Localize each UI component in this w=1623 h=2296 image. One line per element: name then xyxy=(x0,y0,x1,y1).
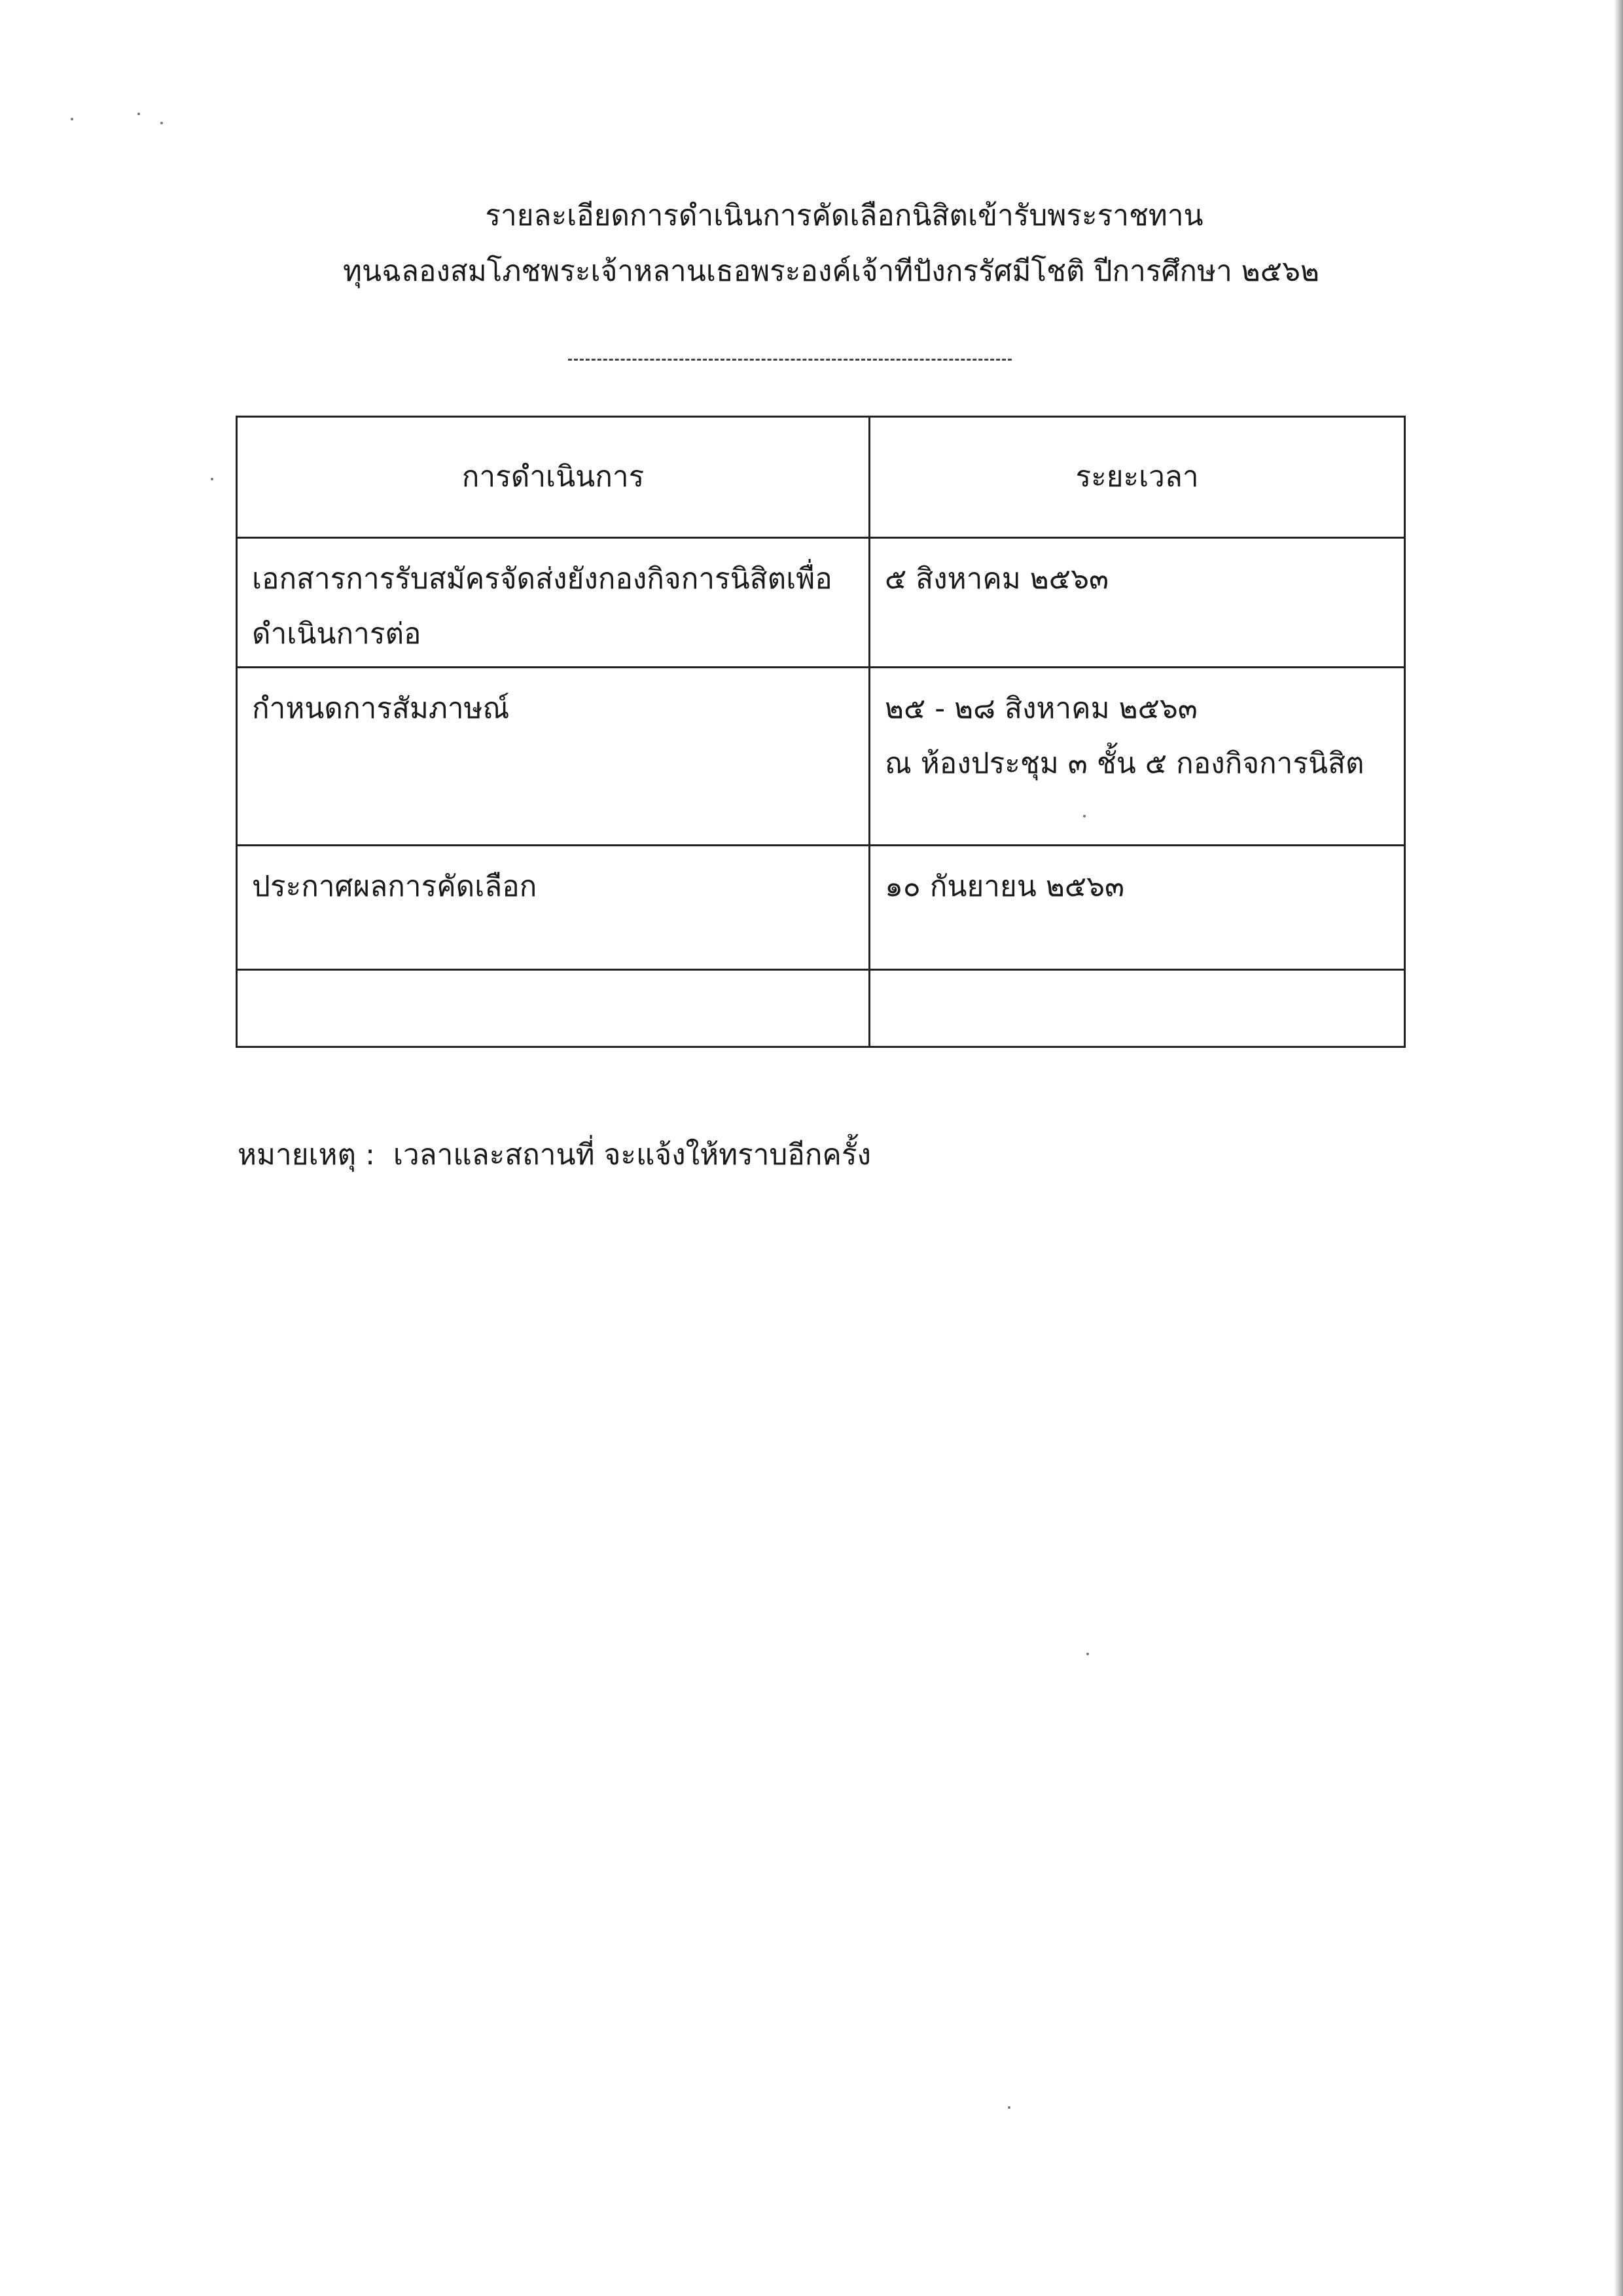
scan-speck xyxy=(1083,815,1086,817)
scan-edge-shadow xyxy=(1614,0,1623,2296)
period-text: ๑๐ กันยายน ๒๕๖๓ xyxy=(885,870,1125,903)
footnote-text: เวลาและสถานที่ จะแจ้งให้ทราบอีกครั้ง xyxy=(393,1138,871,1172)
document-title-line-1: รายละเอียดการดำเนินการคัดเลือกนิสิตเข้ารับพระราชทาน xyxy=(485,199,1204,232)
period-text: ๕ สิงหาคม ๒๕๖๓ xyxy=(885,562,1109,596)
activity-text: กำหนดการสัมภาษณ์ xyxy=(252,692,510,725)
table-row xyxy=(237,668,1405,846)
header-activity: การดำเนินการ xyxy=(237,417,870,538)
scan-speck xyxy=(211,478,213,480)
activity-cell xyxy=(237,538,870,668)
period-location-text: ณ ห้องประชุม ๓ ชั้น ๕ กองกิจการนิสิต xyxy=(885,747,1364,780)
table-row-empty xyxy=(237,970,1405,1047)
period-text: ๒๕ - ๒๘ สิงหาคม ๒๕๖๓ xyxy=(885,692,1198,725)
period-cell xyxy=(870,846,1405,970)
table-row xyxy=(237,538,1405,668)
table-header-row xyxy=(237,417,1405,538)
period-cell xyxy=(870,970,1405,1047)
period-cell xyxy=(870,668,1405,846)
activity-cell xyxy=(237,846,870,970)
scan-speck xyxy=(137,113,140,115)
document-title-line-2: ทุนฉลองสมโภชพระเจ้าหลานเธอพระองค์เจ้าทีปังกรรัศมีโชติ ปีการศึกษา ๒๕๖๒ xyxy=(342,255,1320,288)
period-cell xyxy=(870,538,1405,668)
activity-text: เอกสารการรับสมัครจัดส่งยังกองกิจการนิสิตเพื่อ xyxy=(252,562,832,596)
activity-cell xyxy=(237,970,870,1047)
schedule-table xyxy=(236,416,1406,1048)
header-period: ระยะเวลา xyxy=(870,417,1405,538)
table-row xyxy=(237,846,1405,970)
footnote-label: หมายเหตุ : xyxy=(238,1138,375,1172)
footnote xyxy=(238,1136,871,1175)
scan-speck xyxy=(71,118,73,120)
activity-text: ประกาศผลการคัดเลือก xyxy=(252,870,537,903)
scan-speck xyxy=(160,122,163,124)
activity-cell xyxy=(237,668,870,846)
title-divider xyxy=(568,359,1012,361)
scan-speck xyxy=(1086,1653,1089,1655)
scan-speck xyxy=(1008,2106,1010,2109)
activity-text: ดำเนินการต่อ xyxy=(252,617,421,651)
